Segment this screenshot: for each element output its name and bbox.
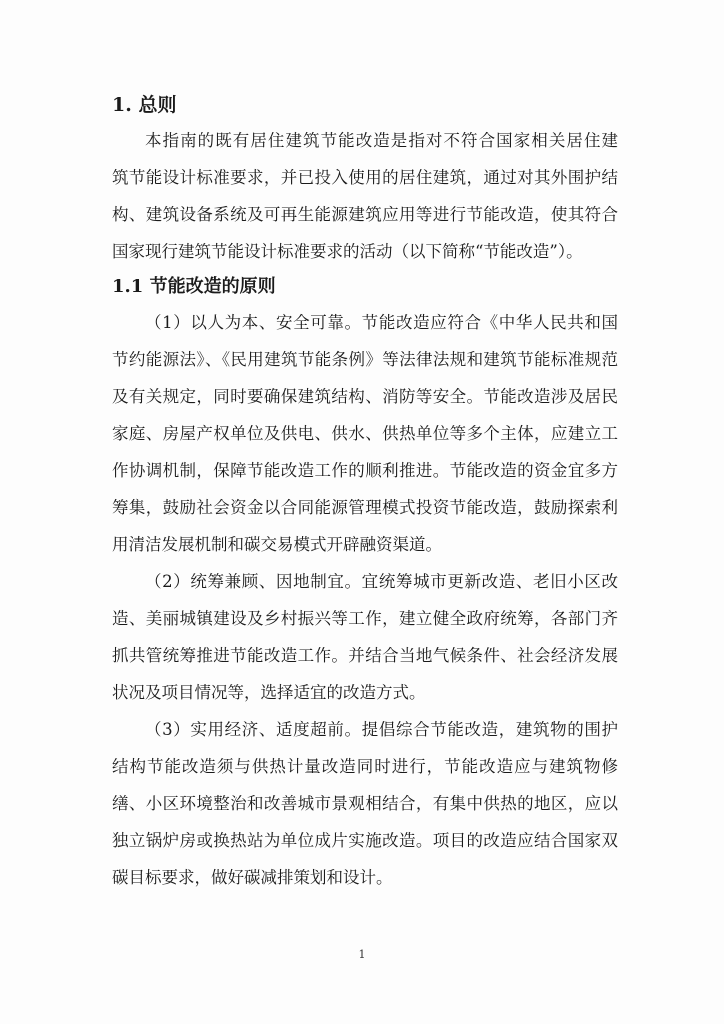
paragraph-line: （3）实用经济、适度超前。提倡综合节能改造，建筑物的围护 [145, 720, 618, 739]
intro-paragraph [112, 122, 618, 270]
paragraph-line: 筹集，鼓励社会资金以合同能源管理模式投资节能改造，鼓励探索利 [112, 498, 618, 517]
paragraph-line: 状况及项目情况等，选择适宜的改造方式。 [112, 683, 426, 702]
paragraph-line: 碳目标要求，做好碳减排策划和设计。 [112, 868, 393, 887]
document-body [112, 88, 618, 896]
principle-paragraph-3 [112, 711, 618, 896]
paragraph-line: 本指南的既有居住建筑节能改造是指对不符合国家相关居住建 [145, 131, 618, 150]
paragraph-line: 结构节能改造须与供热计量改造同时进行，节能改造应与建筑物修 [112, 757, 618, 776]
paragraph-line: 作协调机制，保障节能改造工作的顺利推进。节能改造的资金宜多方 [112, 461, 618, 480]
subsection-heading-principles: 1.1 节能改造的原则 [112, 276, 276, 297]
paragraph-line: 节约能源法》、《民用建筑节能条例》等法律法规和建筑节能标准规范 [112, 350, 618, 369]
section-heading-general: 1. 总则 [112, 94, 177, 116]
page-number: 1 [358, 948, 366, 961]
paragraph-line: 造、美丽城镇建设及乡村振兴等工作，建立健全政府统筹，各部门齐 [112, 609, 618, 628]
paragraph-line: 筑节能设计标准要求，并已投入使用的居住建筑，通过对其外围护结 [112, 168, 618, 187]
paragraph-line: 及有关规定，同时要确保建筑结构、消防等安全。节能改造涉及居民 [112, 387, 618, 406]
paragraph-line: （2）统筹兼顾、因地制宜。宜统筹城市更新改造、老旧小区改 [145, 572, 618, 591]
principle-paragraph-1 [112, 304, 618, 563]
paragraph-line: 家庭、房屋产权单位及供电、供水、供热单位等多个主体，应建立工 [112, 424, 618, 443]
paragraph-line: 缮、小区环境整治和改善城市景观相结合，有集中供热的地区，应以 [112, 794, 618, 813]
paragraph-line: 国家现行建筑节能设计标准要求的活动（以下简称“节能改造”）。 [112, 242, 583, 261]
paragraph-line: （1）以人为本、安全可靠。节能改造应符合《中华人民共和国 [145, 313, 618, 332]
paragraph-line: 用清洁发展机制和碳交易模式开辟融资渠道。 [112, 535, 442, 554]
paragraph-line: 抓共管统筹推进节能改造工作。并结合当地气候条件、社会经济发展 [112, 646, 618, 665]
paragraph-line: 构、建筑设备系统及可再生能源建筑应用等进行节能改造，使其符合 [112, 205, 618, 224]
paragraph-line: 独立锅炉房或换热站为单位成片实施改造。项目的改造应结合国家双 [112, 831, 618, 850]
principle-paragraph-2 [112, 563, 618, 711]
